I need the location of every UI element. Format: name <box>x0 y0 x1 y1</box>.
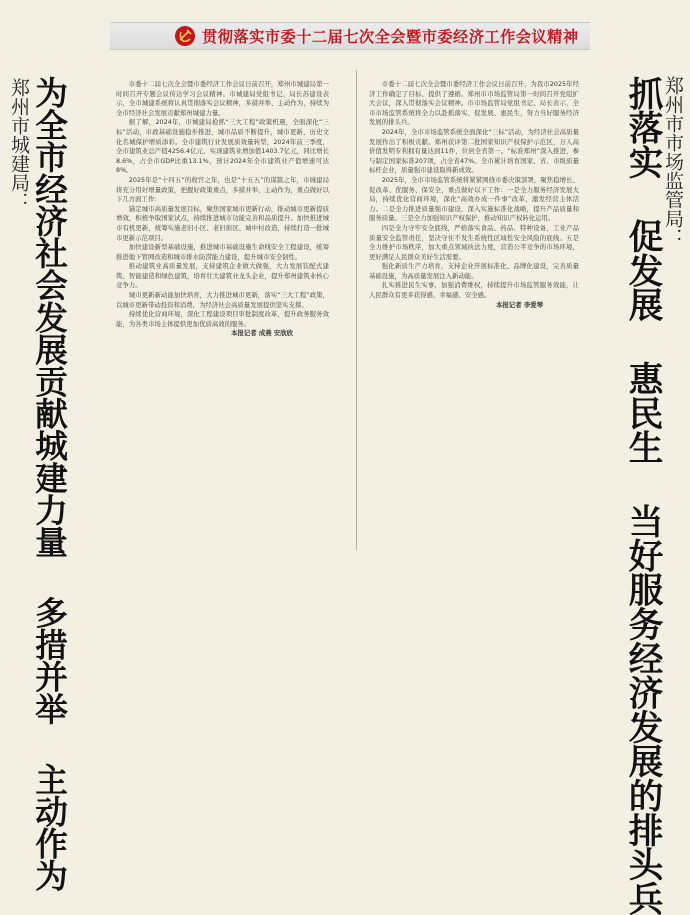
party-emblem-icon <box>172 23 198 49</box>
right-paragraph: 市委十二届七次全会暨市委经济工作会议日前召开，为我市2025年经济工作确定了目标、提供了遵循。郑州市市场监管局第一时间召开党组扩大会议，深入贯彻落实会议精神。市市场监管局党组书记、局长表示，全市市场监管系统将全力以赴抓落实、促发展、惠民生，努力当好服务经济发展的排头兵。 <box>369 80 579 127</box>
right-paragraph: 扎实推进民生实事，加强消费维权，持续提升市场监管服务效能，让人民群众有更多获得感、幸福感、安全感。 <box>369 281 579 300</box>
right-reporter-byline: 本报记者 李爱琴 <box>496 300 543 309</box>
left-article <box>116 80 329 552</box>
left-reporter-byline: 本报记者 成燕 安欣欣 <box>231 329 293 338</box>
right-paragraph: 2024年，全市市场监管系统全面深化“三标”活动，为经济社会高质量发展作出了积极贡献。郑州获评第二批国家知识产权保护示范区，万人高价值发明专利拥有量达到11件，位居全省第一。“标准郑州”深入推进，参与制定国家标准207项，占全省47%。全市累计培育国家、省、市级质量标杆企业，质量强市建设取得新成效。 <box>369 127 579 175</box>
right-article <box>369 80 579 552</box>
left-paragraph: 持续优化营商环境，深化工程建设项目审批制度改革，提升政务服务效能，为各类市场主体提供更加优质高效的服务。 <box>116 310 329 328</box>
left-byline: 郑州市城建局： <box>8 78 30 211</box>
left-paragraph: 2025年是“十四五”的收官之年，也是“十五五”的谋篇之年，市城建局将充分用好增量政策，把握好政策重点，多措并举、主动作为，重点做好以下几方面工作： <box>116 175 329 204</box>
left-paragraph: 城市更新新动能加快培育，大力推进城市更新，落实“三大工程”政策，以城市更新带动投资和消费，为经济社会高质量发展提供坚实支撑。 <box>116 291 329 309</box>
right-headline: 抓落实 促发展 惠民生 当好服务经济发展的排头兵 <box>622 76 662 915</box>
banner <box>110 22 590 50</box>
left-paragraph: 加快建设新型基础设施，推进城市基础设施生命线安全工程建设，统筹推进地下管网改造和城市排水防涝能力建设，提升城市安全韧性。 <box>116 243 329 261</box>
left-paragraph: 市委十二届七次全会暨市委经济工作会议日前召开，郑州市城建局第一时间召开专题会议传达学习会议精神。市城建局党组书记、局长苏建设表示，全市城建系统将认真贯彻落实会议精神，多措并举、主动作为，持续为全市经济社会发展贡献郑州城建力量。 <box>116 80 329 117</box>
column-divider <box>356 70 357 550</box>
right-byline: 郑州市市场监管局： <box>662 76 684 247</box>
left-paragraph: 推动建筑业高质量发展，支持建筑企业做大做强，大力发展装配式建筑、智能建造和绿色建筑，培育壮大建筑业龙头企业，提升郑州建筑业核心竞争力。 <box>116 262 329 290</box>
left-paragraph: 据了解，2024年，市城建局抢抓“三大工程”政策机遇，全面深化“三标”活动，市政基础设施稳步推进，城市品质不断提升，城市更新、历史文化名城保护增质添彩。全市建筑行业发展质效量转型，2024年前三季度，全市建筑业总产值4256.4亿元，实现建筑业增加值1403.7亿元，同比增长8.6%，占全市GDP比重13.1%，预计2024年全市建筑业产值增速可达8%。 <box>116 118 329 175</box>
left-headline: 为全市经济社会发展贡献城建力量 多措并举 主动作为 <box>30 76 69 892</box>
left-paragraph: 锚定城市高质量发展目标，聚焦国家城市更新行动，推动城市更新提质增效，积极争取国家试点，持续推进城市功能完善和品质提升。加快推进城市有机更新，统筹实施老旧小区、老旧街区、城中村改造，持续打造一批城市更新示范项目。 <box>116 204 329 242</box>
right-paragraph: 2025年，全市市场监管系统将紧紧围绕市委决策部署，聚焦稳增长、促改革、优服务、保安全，重点做好以下工作：一是全力服务经济发展大局，持续优化营商环境，深化“高效办成一件事”改革，激发经营主体活力。二是全力推进质量强市建设，深入实施标准化战略，提升产品质量和服务质量。三是全力加强知识产权保护，推动知识产权转化运用。 <box>369 175 579 223</box>
right-paragraph: 强化新质生产力培育，支持企业开展标准化、品牌化建设，完善质量基础设施，为高质量发展注入新动能。 <box>369 262 579 280</box>
right-paragraph: 四是全力守牢安全底线，严格落实食品、药品、特种设备、工业产品质量安全监管责任，坚决守住不发生系统性区域性安全风险的底线。五是全力维护市场秩序，加大重点领域执法力度，营造公平竞争的市场环境，更好满足人民群众美好生活需要。 <box>369 223 579 261</box>
banner-title: 贯彻落实市委十二届七次全会暨市委经济工作会议精神 <box>202 27 579 46</box>
